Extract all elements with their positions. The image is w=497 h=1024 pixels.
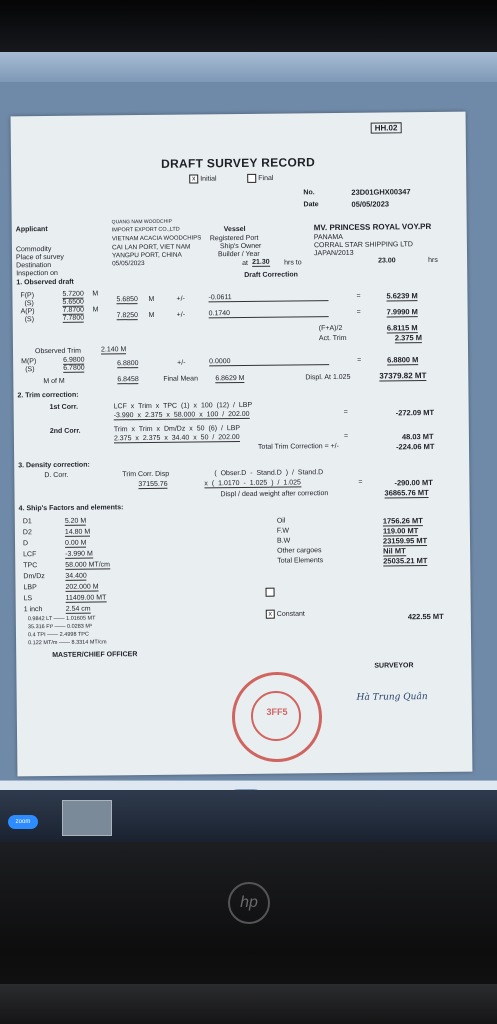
f-correction: -0.0611	[208, 293, 328, 302]
fs-value: 5.6500	[62, 298, 84, 306]
a-mean-value: 7.8250	[116, 312, 139, 320]
dwt-value: 36865.76 MT	[384, 488, 429, 498]
obs-trim-value: 2.140 M	[100, 346, 127, 354]
mp-value: 6.9800	[63, 356, 85, 364]
equals: =	[343, 432, 349, 440]
doc-id: HH.02	[371, 122, 402, 133]
owner-value: CORRAL STAR SHIPPING LTD	[313, 241, 414, 250]
dwt-label: Displ / dead weight after correction	[220, 490, 329, 499]
builder-value: JAPAN/2013	[313, 249, 354, 258]
ap-value: 7.8700	[62, 306, 85, 314]
laptop-body	[0, 842, 497, 1024]
obs-trim-label: Observed Trim	[34, 347, 81, 356]
density-disp-value: 37155.76	[138, 480, 168, 489]
conversion-1: 0.9842 LT —— 1.01605 MT	[27, 615, 96, 623]
unit-m: M	[148, 295, 155, 303]
final-checkbox	[247, 174, 273, 183]
owner-label: Ship's Owner	[219, 242, 262, 251]
at-value: 21.30	[252, 258, 270, 266]
trim-f1-values: -3.990 x 2.375 x 58.000 x 100 / 202.00	[113, 410, 250, 420]
m-mean-value: 6.8800	[117, 360, 139, 368]
inspection-label: Inspection on	[16, 269, 58, 278]
observed-heading: 1. Observed draft	[16, 278, 74, 287]
element-value: 1756.26 MT	[382, 516, 423, 526]
windows-taskbar	[0, 790, 497, 842]
plus-minus: +/-	[176, 295, 185, 303]
fs-label: (S)	[24, 300, 34, 308]
total-trim-value: -224.06 MT	[395, 441, 435, 452]
element-label: B.W	[276, 537, 291, 545]
date-value: 05/05/2023	[351, 199, 390, 209]
trim-f2-values: 2.375 x 2.375 x 34.40 x 50 / 202.00	[113, 434, 240, 443]
mofm-label: M of M	[43, 377, 65, 386]
ms-value: 6.7800	[63, 364, 85, 372]
builder-label: Builder / Year	[217, 250, 260, 259]
equals: =	[358, 478, 363, 486]
density-disp-label: Trim Corr. Disp	[122, 470, 170, 479]
window-titlebar	[0, 52, 497, 82]
factor-value: 14.80 M	[64, 528, 91, 536]
density-heading: 3. Density correction:	[18, 461, 90, 470]
f-corrected: 5.6239 M	[386, 291, 418, 301]
factor-label: TPC	[23, 562, 38, 570]
density-formula-values: x ( 1.0170 - 1.025 ) / 1.025	[204, 479, 301, 488]
equals: =	[356, 292, 361, 300]
destination-label: Destination	[16, 261, 52, 270]
check-icon: x	[189, 174, 198, 183]
ap-label: A(P)	[20, 308, 35, 316]
date-label: Date	[303, 201, 319, 209]
factor-label: D	[22, 540, 29, 548]
factor-label: 1 inch	[23, 606, 43, 614]
factor-label: D1	[22, 518, 32, 526]
surveyor-label: SURVEYOR	[374, 662, 414, 670]
zoom-app-icon[interactable]: zoom	[8, 815, 38, 829]
factor-label: Dm/Dz	[23, 573, 45, 581]
port-value: PANAMA	[313, 233, 343, 242]
fp-label: F(P)	[20, 292, 35, 300]
hrs-end-value: 23.00	[378, 257, 396, 265]
applicant-value: QUANG NAM WOODCHIP	[111, 218, 172, 226]
keyboard-edge	[0, 984, 497, 1024]
displ-label: Displ. At 1.025	[305, 373, 351, 382]
trim-f1-result: -272.09 MT	[395, 407, 435, 418]
factor-value: 0.00 M	[64, 539, 87, 547]
constant-value: 422.55 MT	[407, 611, 444, 622]
conversion-3: 0.4 TPI —— 2.4998 TPC	[27, 631, 89, 639]
factor-label: LBP	[23, 584, 37, 592]
destination-value: YANGPU PORT, CHINA	[111, 251, 182, 260]
m-corrected: 6.8800 M	[387, 355, 419, 365]
equals: =	[357, 356, 362, 364]
element-value: Nil MT	[383, 546, 406, 556]
equals: =	[356, 308, 361, 316]
factor-value: -3.990 M	[65, 550, 93, 558]
factor-label: LS	[23, 595, 33, 603]
factor-value: 5.20 M	[64, 517, 87, 525]
at-label: at	[242, 259, 248, 267]
element-label: F.W	[276, 527, 290, 535]
fp-value: 5.7200	[62, 290, 84, 298]
commodity-value: VIETNAM ACACIA WOODCHIPS	[111, 235, 202, 243]
applicant-label: Applicant	[15, 226, 48, 234]
final-mean-value: 6.8629 M	[215, 374, 245, 383]
screen	[0, 52, 497, 842]
applicant-value-2: IMPORT EXPORT CO.,LTD	[111, 226, 180, 234]
element-label: Oil	[276, 517, 286, 525]
m-correction: 0.0000	[209, 357, 329, 366]
place-value: CAI LAN PORT, VIET NAM	[111, 243, 191, 252]
trim-f1-header: LCF x Trim x TPC (1) x 100 (12) / LBP	[113, 401, 253, 411]
factors-heading: 4. Ship's Factors and elements:	[18, 504, 124, 513]
element-value: 23159.95 MT	[382, 536, 428, 546]
hrs-label: hrs	[428, 256, 438, 265]
element-label: Other cargoes	[277, 547, 322, 555]
total-trim-label: Total Trim Correction = +/-	[257, 442, 339, 451]
initial-checkbox	[189, 174, 216, 183]
factor-label: D2	[22, 529, 32, 537]
trim-f2-header: Trim x Trim x Dm/Dz x 50 (6) / LBP	[113, 425, 241, 434]
act-trim-value: 2.375 M	[394, 333, 423, 343]
trim-second-label: 2nd Corr.	[49, 427, 81, 436]
constant-field	[266, 609, 305, 618]
draft-correction-heading: Draft Correction	[244, 271, 298, 279]
monitor-bezel	[0, 0, 497, 52]
conversion-2: 35.316 Ft³ —— 0.0283 M³	[27, 623, 92, 631]
check-icon: x	[266, 610, 275, 619]
plus-minus: +/-	[176, 311, 186, 319]
a-corrected: 7.9990 M	[386, 307, 418, 317]
empty-checkbox-icon	[247, 174, 256, 183]
act-trim-label: Act. Trim	[318, 334, 347, 343]
final-mean-label: Final Mean	[163, 375, 198, 383]
as-label: (S)	[24, 316, 35, 324]
conversion-4: 0.122 MT/m —— 8.3314 MT/cm	[28, 639, 107, 647]
plus-minus: +/-	[177, 359, 186, 367]
unit-m: M	[148, 311, 155, 319]
no-value: 23D01GHX00347	[351, 187, 411, 197]
unit-m: M	[92, 306, 99, 314]
factor-value: 2.54 cm	[65, 605, 91, 613]
no-label: No.	[303, 189, 315, 197]
doc-title: DRAFT SURVEY RECORD	[160, 155, 316, 171]
mofm-value: 6.8458	[117, 376, 139, 384]
as-value: 7.7800	[62, 314, 85, 322]
photo-viewer-task[interactable]	[62, 800, 112, 836]
unit-m: M	[92, 290, 99, 298]
density-result: -290.00 MT	[394, 477, 433, 488]
document-page	[11, 112, 473, 777]
official-stamp	[232, 672, 322, 762]
port-label: Registered Port	[209, 234, 259, 243]
factor-value: 11409.00 MT	[65, 594, 107, 602]
place-label: Place of survey	[16, 253, 64, 262]
trim-first-label: 1st Corr.	[49, 403, 79, 412]
factor-value: 202.000 M	[65, 583, 99, 591]
vessel-label: Vessel	[223, 225, 246, 234]
factor-value: 34.400	[65, 572, 87, 580]
displ-value: 37379.82 MT	[379, 371, 427, 381]
equals: =	[343, 408, 348, 416]
dcorr-label: D. Corr.	[44, 471, 69, 480]
element-value: 25035.21 MT	[383, 556, 428, 566]
density-formula: ( Obser.D - Stand.D ) / Stand.D	[214, 469, 324, 478]
final-label: Final	[258, 174, 274, 183]
mp-label: M(P)	[21, 358, 37, 366]
f-mean-value: 5.6850	[116, 296, 138, 304]
trim-heading: 2. Trim correction:	[17, 391, 79, 400]
hrs-to-label: hrs to	[284, 259, 302, 267]
factor-value: 58.000 MT/cm	[65, 561, 111, 569]
factor-label: LCF	[23, 551, 37, 559]
inspection-value: 05/05/2023	[112, 260, 145, 268]
hp-logo: hp	[228, 882, 270, 924]
commodity-label: Commodity	[15, 245, 52, 254]
element-label: Total Elements	[277, 557, 324, 565]
fa2-label: (F+A)/2	[318, 324, 343, 333]
constant-label: Constant	[276, 610, 305, 618]
a-correction: 0.1740	[209, 309, 329, 318]
trim-f2-result: 48.03 MT	[401, 431, 434, 442]
master-label: MASTER/CHIEF OFFICER	[52, 651, 138, 659]
empty-checkbox-icon	[266, 588, 277, 597]
initial-label: Initial	[200, 175, 217, 183]
fa2-value: 6.8115 M	[386, 323, 418, 333]
element-value: 119.00 MT	[382, 526, 419, 536]
vessel-value: MV. PRINCESS ROYAL VOY.PR	[313, 222, 432, 233]
surveyor-signature-name: Hà Trung Quân	[356, 692, 428, 703]
ms-label: (S)	[25, 366, 35, 374]
stamp-text: 3FF5	[266, 707, 288, 717]
